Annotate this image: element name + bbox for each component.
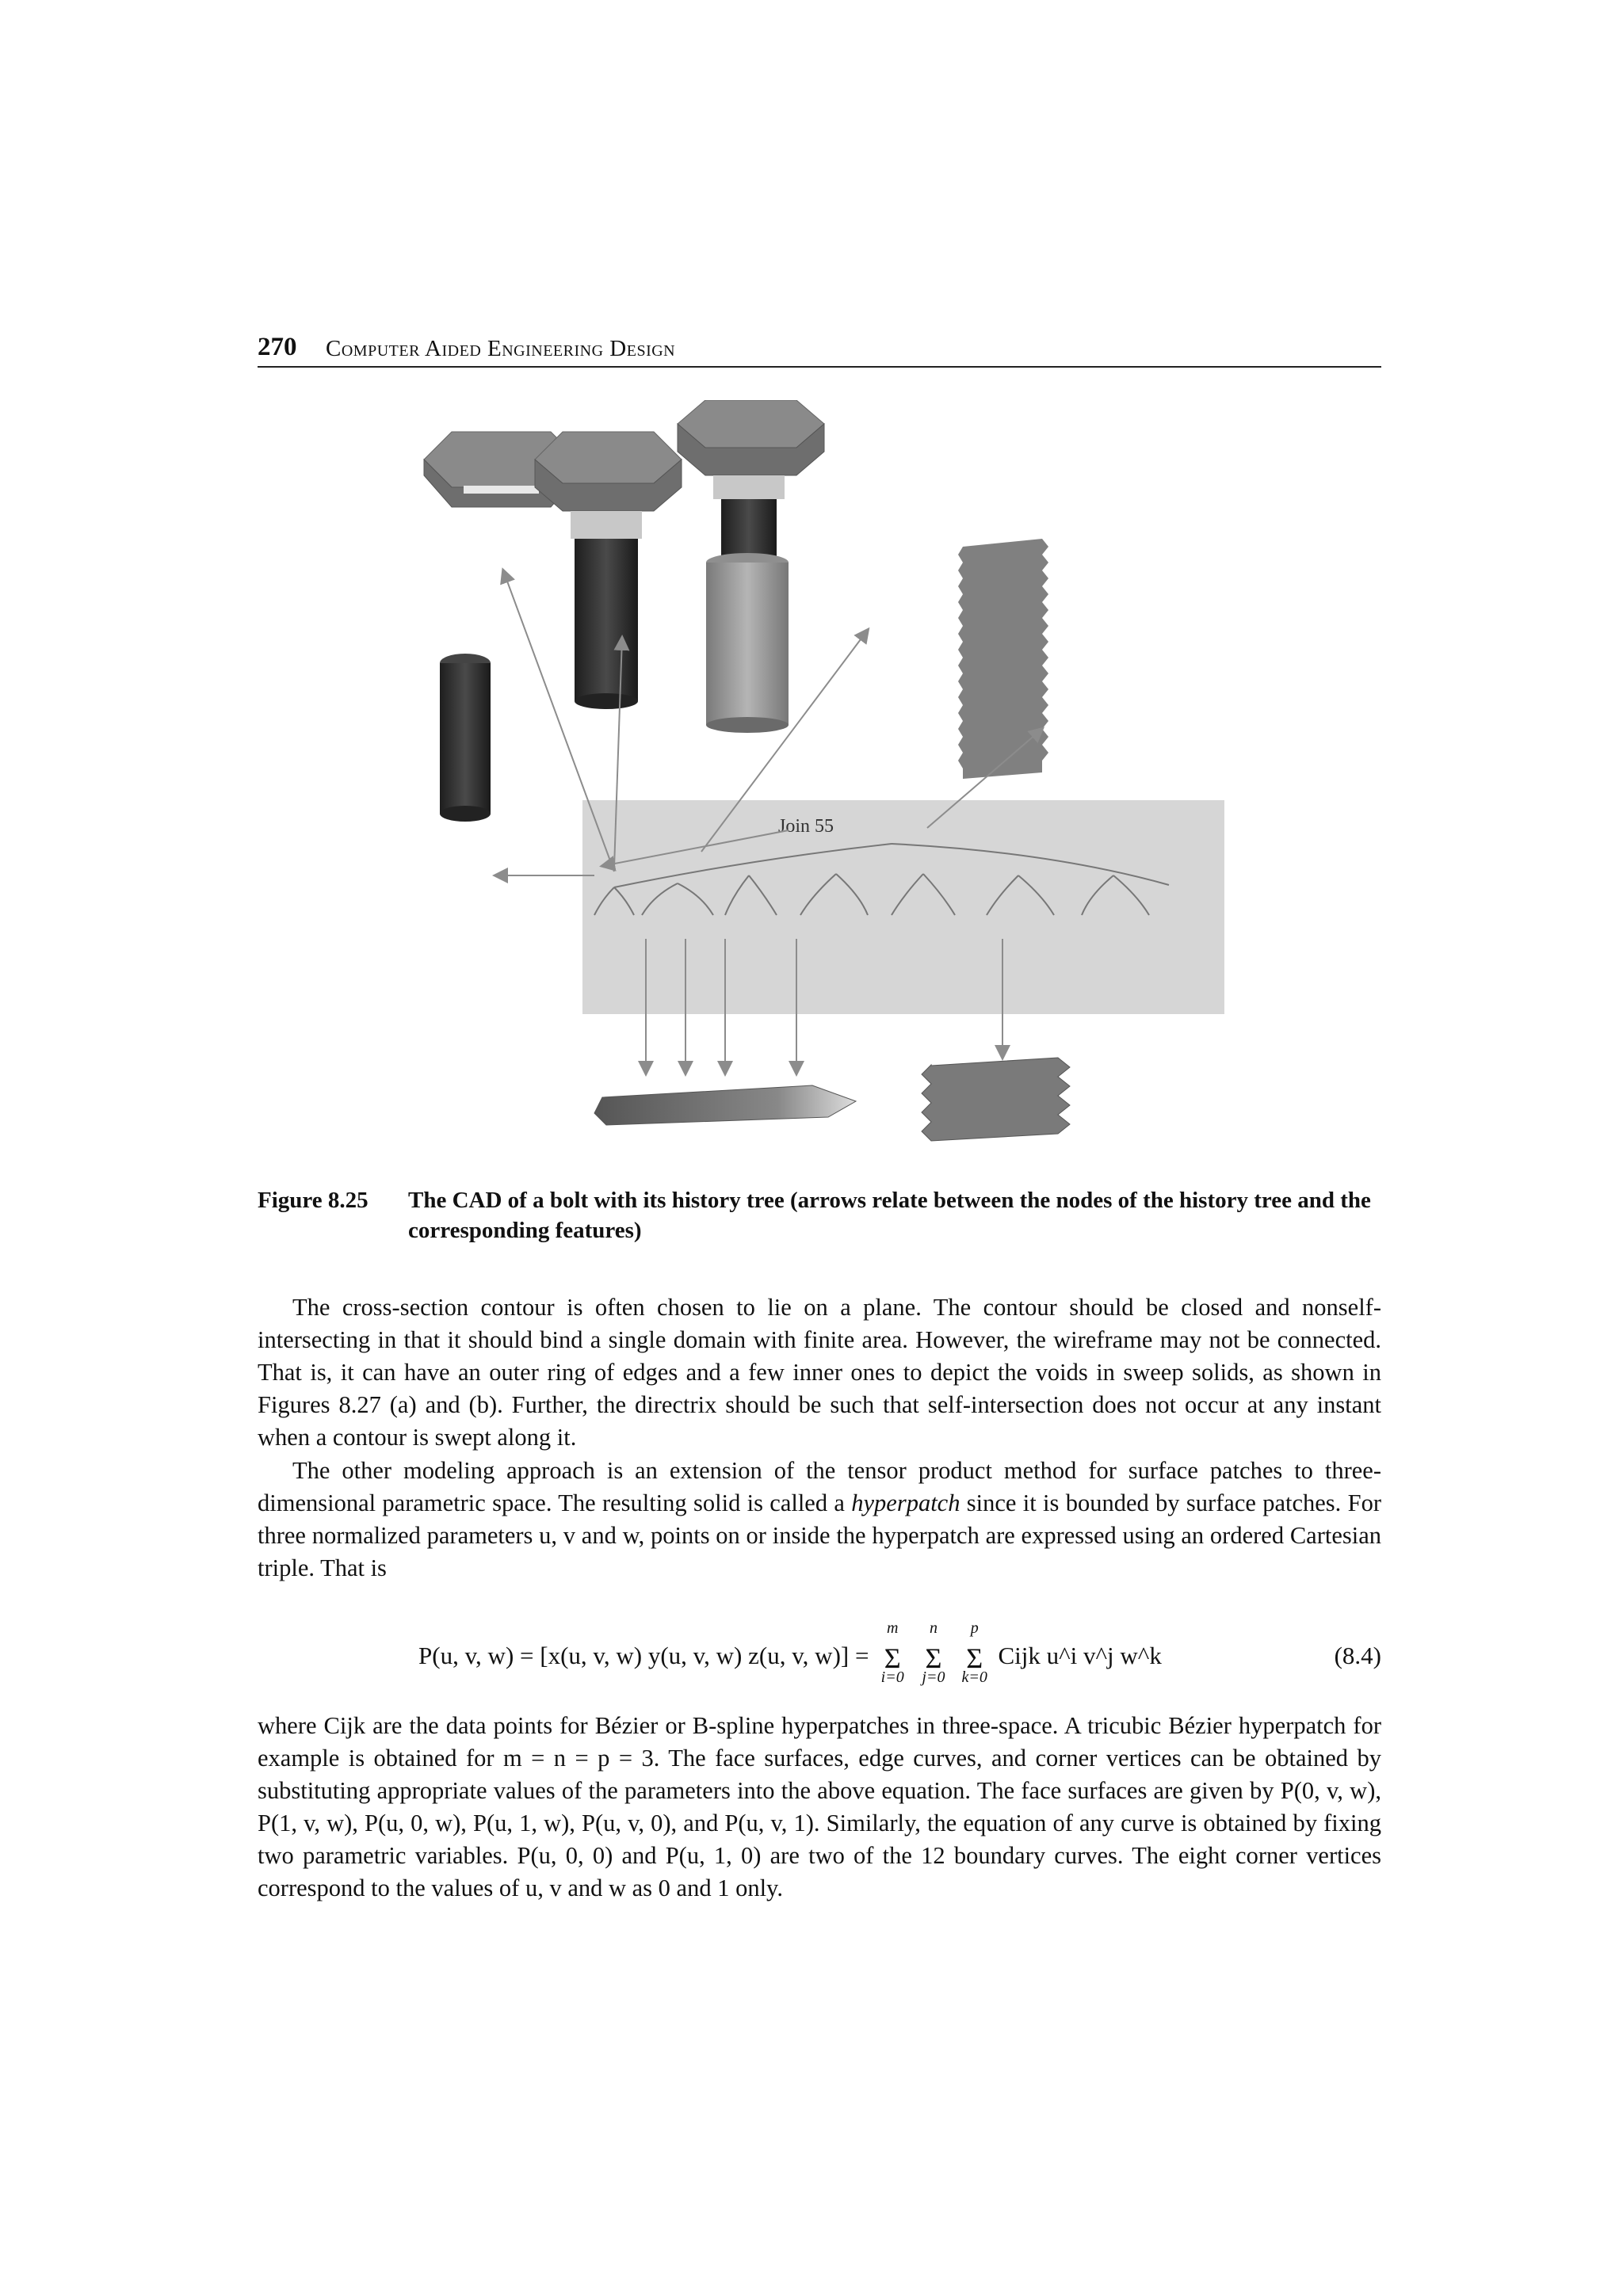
tree-node-label: Join 55 (778, 816, 834, 837)
page-number: 270 (258, 333, 297, 361)
equation-lhs: P(u, v, w) = [x(u, v, w) y(u, v, w) z(u, v, w)] = (418, 1642, 869, 1670)
paragraph-3 (258, 1710, 1381, 1905)
equation-body (418, 1619, 1162, 1686)
shank-cylinder-feature (440, 654, 491, 822)
hyperpatch-term: hyperpatch (851, 1489, 960, 1516)
history-tree-panel (582, 800, 1224, 1014)
paragraph-1 (258, 1291, 1381, 1454)
running-title: Computer Aided Engineering Design (326, 336, 676, 361)
sum-i: m Σ i=0 (880, 1619, 904, 1686)
caption-label: Figure 8.25 (258, 1188, 369, 1213)
paragraph-1-text: The cross-section contour is often chosen to lie on a plane. The contour should be closed and nonself-intersecting in that it should bind a single domain with finite area. However, the wireframe may not be connected. That is, it can have an outer ring of edges and a few inner ones to depict the voids in sweep solids, as shown in Figures 8.27 (a) and (b). Further, the directrix should be such that self-intersection does not occur at any instant when a contour is swept along it. (258, 1294, 1381, 1451)
paragraph-2 (258, 1455, 1381, 1585)
paragraph-3-text: where Cijk are the data points for Bézier or B-spline hyperpatches in three-space. A tricubic Bézier hyperpatch for example is obtained for m = n = p = 3. The face surfaces, edge curves, and corner vertices can be obtained by substituting appropriate values of the parameters into the above equation. The face surfaces are given by P(0, v, w), P(1, v, w), P(u, 0, w), P(u, 1, w), P(u, v, 0), and P(u, v, 1). Similarly, the equation of any curve is obtained by fixing two parametric variables. P(u, 0, 0) and P(u, 1, 0) are two of the 12 boundary curves. The eight corner vertices correspond to the values of u, v and w as 0 and 1 only. (258, 1712, 1381, 1901)
bolt-with-thread-feature (678, 400, 824, 733)
bolt-history-tree-figure (416, 400, 1240, 1169)
tip-feature (594, 1085, 856, 1125)
sum-j: n Σ j=0 (922, 1619, 945, 1686)
caption-text: The CAD of a bolt with its history tree (arrows relate between the nodes of the history tree and the corresponding features) (408, 1188, 1371, 1243)
paragraph-2-text-b: since it is bounded by surface patches. For three normalized parameters u, v and w, points on or inside the hyperpatch are expressed using an ordered Cartesian triple. That is (258, 1489, 1381, 1581)
running-header (258, 331, 1381, 368)
equation-term: Cijk u^i v^j w^k (998, 1642, 1162, 1670)
sum-k: p Σ k=0 (961, 1619, 987, 1686)
paragraph-2-text-a: The other modeling approach is an extension of the tensor product method for surface patches to three-dimensional parametric space. The resulting solid is called a (258, 1457, 1381, 1516)
thread-strip-feature (958, 539, 1048, 779)
bolt-head-with-shank-feature (535, 432, 682, 709)
figure-8-25 (416, 400, 1240, 1169)
equation-number: (8.4) (1334, 1642, 1381, 1669)
thread-blocks-feature (922, 1058, 1070, 1141)
equation-8-4 (258, 1619, 1381, 1695)
